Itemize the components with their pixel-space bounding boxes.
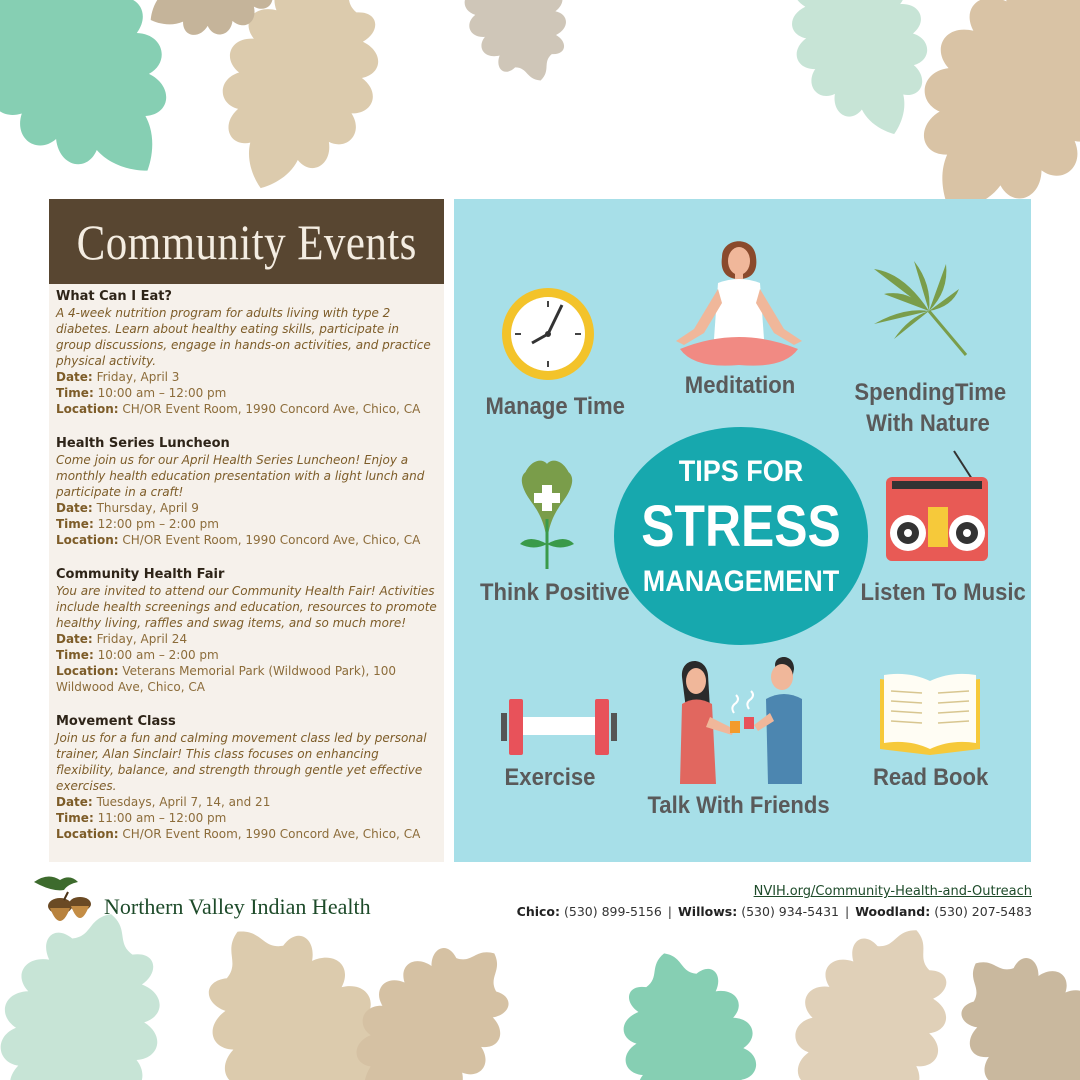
event-time (56, 385, 437, 401)
event-name: Health Series Luncheon (56, 436, 230, 451)
phone-number[interactable]: (530) 934-5431 (741, 904, 839, 919)
friends-talking-icon (680, 657, 802, 784)
event-location-label: Location: (56, 402, 119, 416)
event-location (56, 663, 437, 695)
event-description: Come join us for our April Health Series Luncheon! Enjoy a monthly health education presentation with a light lunch and participate in a craft! (56, 453, 425, 499)
tip-read-book: Read Book (872, 764, 989, 791)
phone-location-name: Willows: (678, 904, 738, 919)
meditation-person-icon (676, 241, 802, 365)
phone-location-name: Chico: (516, 904, 561, 919)
event-item (49, 288, 444, 417)
event-location-value: Veterans Memorial Park (Wildwood Park), 100 Wildwood Ave, Chico, CA (56, 664, 397, 694)
tip-nature-line1: SpendingTime (854, 379, 1007, 406)
organization-name: Northern Valley Indian Health (104, 894, 371, 919)
event-date (56, 631, 437, 647)
event-location (56, 826, 437, 842)
tip-talk-friends: Talk With Friends (647, 792, 830, 819)
website-link[interactable]: NVIH.org/Community-Health-and-Outreach (753, 884, 1032, 899)
events-list (49, 288, 444, 842)
event-date (56, 500, 437, 516)
heart-plant-icon (520, 461, 574, 569)
radio-icon (886, 451, 988, 561)
events-header (49, 199, 444, 284)
event-location (56, 401, 437, 417)
event-location-value: CH/OR Event Room, 1990 Concord Ave, Chico, CA (122, 827, 421, 841)
event-location-value: CH/OR Event Room, 1990 Concord Ave, Chico, CA (122, 533, 421, 547)
event-location-value: CH/OR Event Room, 1990 Concord Ave, Chico, CA (122, 402, 421, 416)
event-item (49, 435, 444, 548)
event-time-label: Time: (56, 648, 94, 662)
open-book-icon (880, 674, 980, 755)
event-item (49, 713, 444, 842)
tip-think-positive: Think Positive (480, 579, 630, 606)
event-name: Community Health Fair (56, 567, 225, 582)
event-time (56, 810, 437, 826)
tip-meditation: Meditation (684, 372, 796, 399)
tip-nature-line2: With Nature (866, 410, 990, 437)
phone-entry (855, 904, 1032, 919)
event-date-value: Tuesdays, April 7, 14, and 21 (96, 795, 271, 809)
event-date-label: Date: (56, 632, 93, 646)
event-time-value: 10:00 am – 12:00 pm (97, 386, 227, 400)
event-location (56, 532, 437, 548)
tips-title-line1: TIPS FOR (678, 455, 804, 488)
event-time-label: Time: (56, 811, 94, 825)
event-description: Join us for a fun and calming movement class led by personal trainer, Alan Sinclair! This class focuses on enhancing flexibility, balance, and strength through gentle yet effective exercises. (56, 731, 427, 793)
phone-number[interactable]: (530) 207-5483 (934, 904, 1032, 919)
event-time (56, 647, 437, 663)
dumbbell-icon (501, 699, 617, 755)
event-description: You are invited to attend our Community Health Fair! Activities include health screenings and education, resources to promote healthy living, raffles and swag items, and so much more! (56, 584, 437, 630)
event-location-label: Location: (56, 827, 119, 841)
tips-title-line2: STRESS (641, 494, 841, 559)
phone-location-name: Woodland: (855, 904, 931, 919)
event-date-label: Date: (56, 501, 93, 515)
event-date (56, 369, 437, 385)
phone-entry (517, 904, 662, 919)
event-time-value: 11:00 am – 12:00 pm (97, 811, 227, 825)
event-time-value: 12:00 pm – 2:00 pm (97, 517, 219, 531)
event-date-value: Friday, April 3 (96, 370, 180, 384)
event-date-value: Friday, April 24 (96, 632, 188, 646)
clock-icon (502, 288, 594, 380)
event-description: A 4-week nutrition program for adults living with type 2 diabetes. Learn about healthy eating skills, participate in group discussions, engage in hands-on activities, and practice physical activity. (56, 306, 431, 368)
event-name: What Can I Eat? (56, 289, 172, 304)
event-location-label: Location: (56, 533, 119, 547)
acorn-logo-icon (30, 870, 98, 934)
event-date-value: Thursday, April 9 (96, 501, 199, 515)
event-name: Movement Class (56, 714, 176, 729)
phone-number[interactable]: (530) 899-5156 (564, 904, 662, 919)
tips-title-badge (614, 427, 868, 645)
event-item (49, 566, 444, 695)
events-title: Community Events (76, 213, 417, 270)
tip-listen-music: Listen To Music (860, 579, 1026, 606)
event-date (56, 794, 437, 810)
contact-phone-list (517, 904, 1032, 919)
tip-exercise: Exercise (504, 764, 596, 791)
event-time-label: Time: (56, 386, 94, 400)
event-time-value: 10:00 am – 2:00 pm (97, 648, 219, 662)
tips-title-line3: MANAGEMENT (642, 565, 840, 598)
stress-tips-infographic (454, 199, 1031, 862)
event-date-label: Date: (56, 795, 93, 809)
phone-entry (678, 904, 839, 919)
palm-leaf-icon (874, 261, 966, 355)
community-events-panel (49, 199, 444, 862)
tip-manage-time: Manage Time (485, 393, 625, 420)
phone-separator: | (844, 904, 850, 919)
phone-separator: | (667, 904, 672, 919)
event-time-label: Time: (56, 517, 94, 531)
event-location-label: Location: (56, 664, 119, 678)
event-time (56, 516, 437, 532)
event-date-label: Date: (56, 370, 93, 384)
